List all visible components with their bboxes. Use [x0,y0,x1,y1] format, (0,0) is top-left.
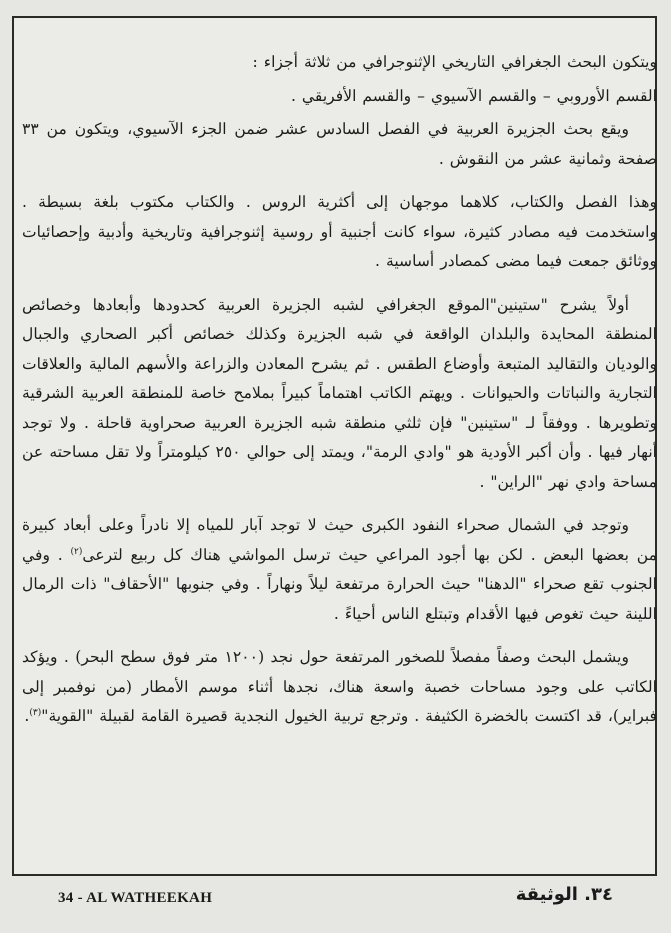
paragraph-intro: ويتكون البحث الجغرافي التاريخي الإثنوجرافي من ثلاثة أجزاء : [252,53,657,71]
deserts-text-b: . وفي الجنوب تقع صحراء "الدهنا" حيث الحرارة مرتفعة ليلاً ونهاراً . وفي جنوبها "الأحقاف" ذات الرمال اللينة حيث تغوص فيها الأقدام وتبتلع الناس أحياءً . [22,545,657,623]
deserts-text-a: وتوجد في الشمال صحراء النفود الكبرى حيث لا توجد آبار للمياه إلا نادراً وعلى أبعاد كبيرة من بعضها البعض . لكن بها أجود المراعي حيث ترسل المواشي هناك كل ربيع لترعى [22,516,657,564]
paragraph-arabia-chapter: ويقع بحث الجزيرة العربية في الفصل السادس عشر ضمن الجزء الآسيوي، ويتكون من ٣٣ صفحة وثمانية عشر من النقوش . [22,120,657,168]
page-footer [12,880,657,920]
paragraph-geography: أولاً يشرح "ستينين"الموقع الجغرافي لشبه الجزيرة العربية كحدودها وأبعادها وخصائص المنطقة المحايدة والبلدان الواقعة في شبه الجزيرة وكذلك خصائص أكبر الصحاري والجبال والوديان والتقاليد المتبعة وأوضاع الطقس . ثم يشرح المعادن والزراعة والأسهم المالية والعلاقات التجارية والنباتات والحيوانات . ويهتم الكاتب اهتماماً كبيراً بملامح خاصة للمنطقة العربية الشرقية وتطويرها . ووفقاً لـ "ستينين" فإن ثلثي منطقة شبه الجزيرة العربية صحراوية قاحلة . ولا توجد أنهار فيها . وأن أكبر الأودية هو "وادي الرمة"، ويمتد إلى حوالي ٢٥٠ كيلومتراً ولا تقل مساحته عن مساحة وادي نهر "الراين" . [22,295,658,491]
footer-page-label-en: 34 - AL WATHEEKAH [58,890,213,906]
footnote-ref-2: (٢) [70,546,83,557]
article-body [22,48,657,732]
najd-text: ويشمل البحث وصفاً مفصلاً للصخور المرتفعة حول نجد (١٢٠٠ متر فوق سطح البحر) . ويؤكد الكاتب على وجود مساحات خصبة واسعة هناك، نجدها أثناء موسم الأمطار (من نوفمبر إلى فبراير)، قد اكتست بالخضرة الكثيفة . وترجع تربية الخيول النجدية قصيرة القامة لقبيلة "القوية" [22,648,657,725]
paragraph-najd: ويشمل البحث وصفاً مفصلاً للصخور المرتفعة حول نجد (١٢٠٠ متر فوق سطح البحر) . ويؤكد الكاتب على وجود مساحات خصبة واسعة هناك، نجدها أثناء موسم الأمطار (من نوفمبر إلى فبراير)، قد اكتست بالخضرة الكثيفة . وترجع تربية الخيول النجدية قصيرة القامة لقبيلة "القوية"$^{(٣)}$. [22,648,657,725]
paragraph-sections: القسم الأوروبي – والقسم الآسيوي – والقسم الأفريقي . [291,86,657,105]
paragraph-deserts [22,511,657,629]
footnote-ref-3: (٣) [29,707,42,718]
footer-page-label-ar: ٣٤. الوثيقة [515,884,613,905]
paragraph-audience: وهذا الفصل والكتاب، كلاهما موجهان إلى أكثرية الروس . والكتاب مكتوب بلغة بسيطة . واستخدمت فيه مصادر كثيرة، سواء كانت أجنبية أو روسية إثنوجرافية وتاريخية وأدبية وإحصائيات ووثائق جمعت فيما مضى كمصادر أساسية . [22,193,657,270]
